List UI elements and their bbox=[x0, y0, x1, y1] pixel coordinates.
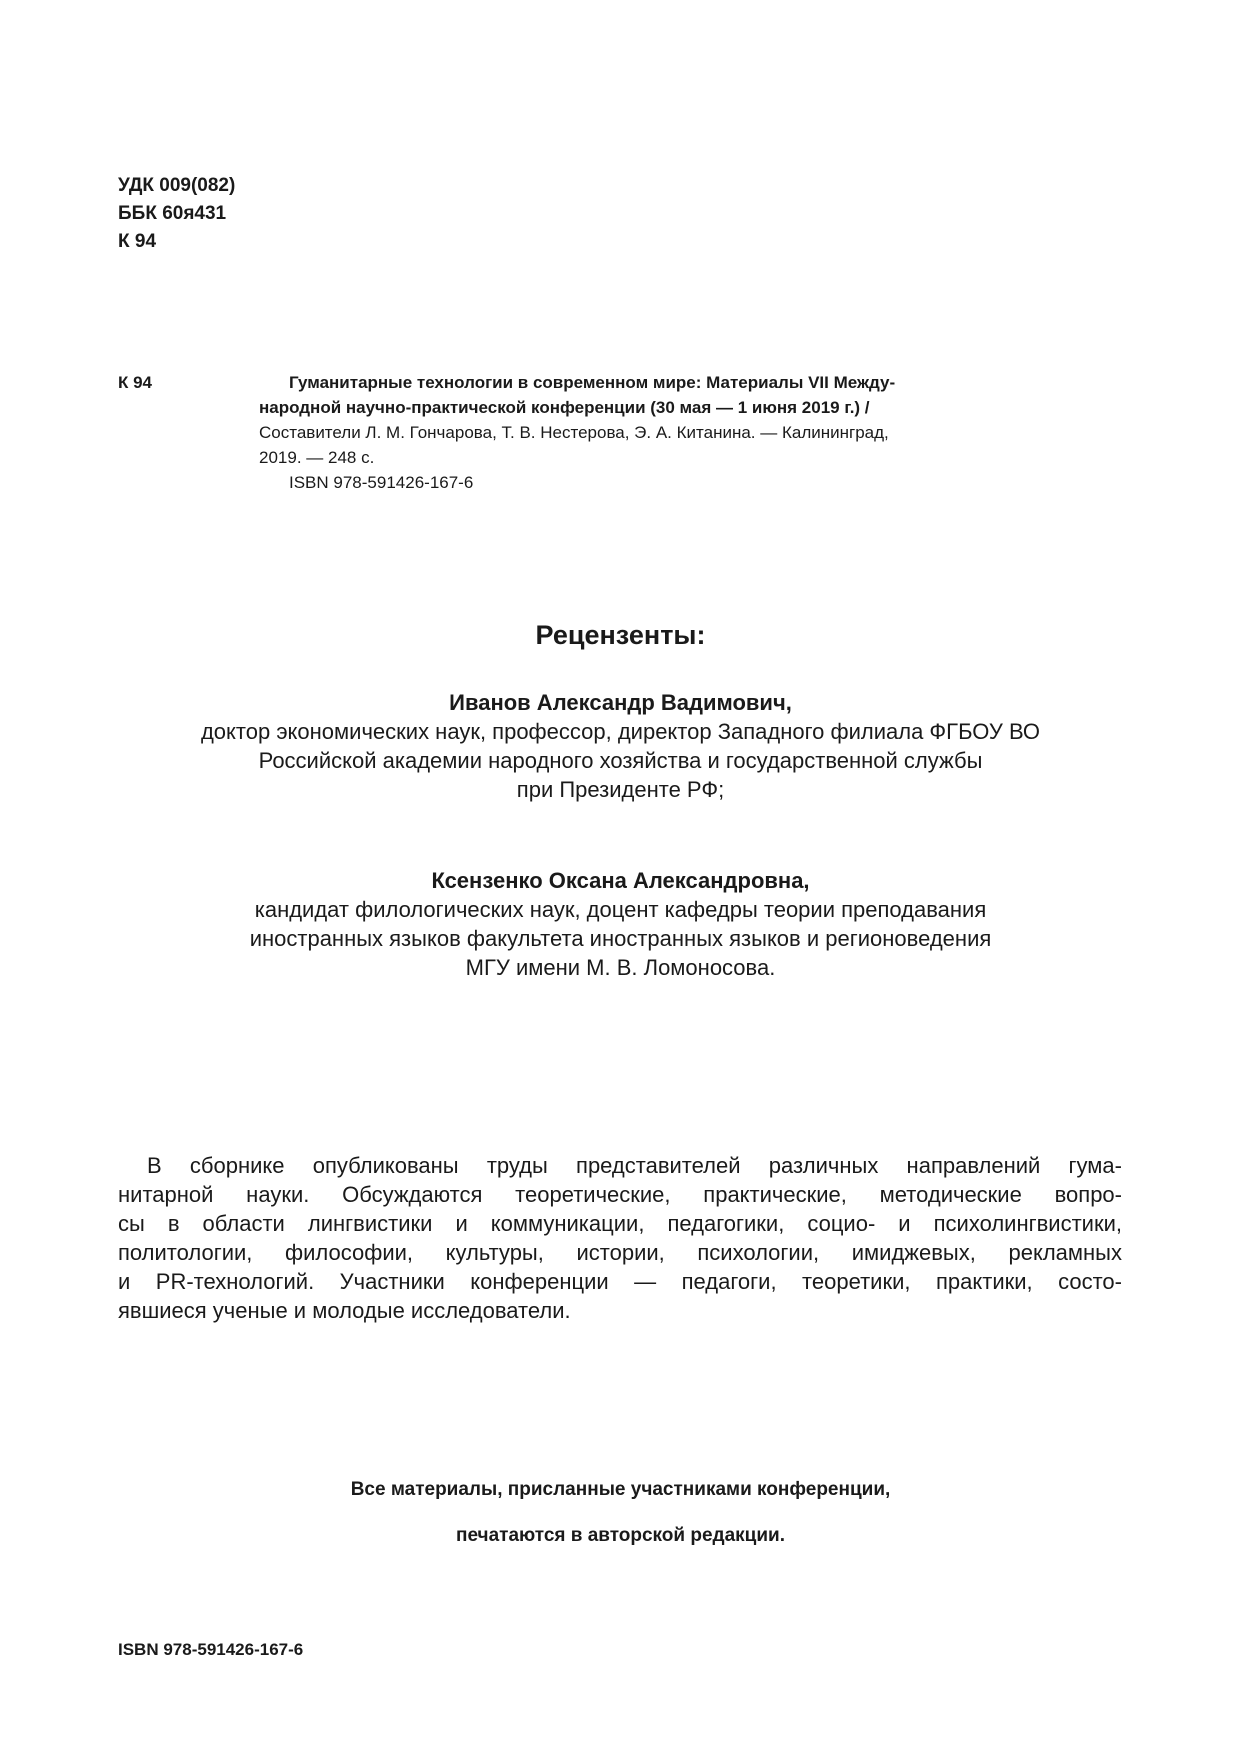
editorial-note-line-2: печатаются в авторской редакции. bbox=[455, 1525, 786, 1546]
editorial-note-line-1: Все материалы, присланные участниками конференции, bbox=[350, 1479, 891, 1500]
catalog-record bbox=[259, 370, 959, 495]
catalog-isbn: ISBN 978-591426-167-6 bbox=[289, 473, 474, 492]
annotation-line-4: политологии, философии, культуры, истории, психологии, имиджевых, рекламных bbox=[118, 1240, 1122, 1265]
reviewer-2-line-2: иностранных языков факультета иностранных языков и регионоведения bbox=[249, 926, 992, 951]
annotation-line-1: В сборнике опубликованы труды представителей различных направлений гума- bbox=[147, 1153, 1122, 1178]
annotation bbox=[118, 1151, 1122, 1325]
bbk-code: ББК 60я431 bbox=[118, 203, 227, 224]
reviewer-1-name: Иванов Александр Вадимович, bbox=[449, 690, 792, 715]
catalog-compilers-line-2: 2019. — 248 с. bbox=[259, 448, 375, 467]
catalog-title-line-1: Гуманитарные технологии в современном мире: Материалы VII Между- bbox=[289, 373, 896, 392]
annotation-line-6: явшиеся ученые и молодые исследователи. bbox=[118, 1298, 571, 1323]
reviewer-1-line-1: доктор экономических наук, профессор, директор Западного филиала ФГБОУ ВО bbox=[200, 719, 1041, 744]
catalog-compilers-line-1: Составители Л. М. Гончарова, Т. В. Нестерова, Э. А. Китанина. — Калининград, bbox=[259, 423, 889, 442]
reviewer-2-line-3: МГУ имени М. В. Ломоносова. bbox=[465, 955, 776, 980]
reviewer-1 bbox=[0, 688, 1241, 804]
annotation-line-2: нитарной науки. Обсуждаются теоретические, практические, методические вопро- bbox=[118, 1182, 1122, 1207]
classification-codes bbox=[118, 172, 235, 256]
reviewers-heading: Рецензенты: bbox=[535, 620, 706, 650]
reviewer-1-line-3: при Президенте РФ; bbox=[516, 777, 725, 802]
udk-code: УДК 009(082) bbox=[118, 175, 236, 196]
author-mark: К 94 bbox=[118, 231, 157, 252]
annotation-line-5: и PR-технологий. Участники конференции — педагоги, теоретики, практики, состо- bbox=[118, 1269, 1122, 1294]
reviewer-1-line-2: Российской академии народного хозяйства и государственной службы bbox=[258, 748, 983, 773]
reviewer-2-line-1: кандидат филологических наук, доцент кафедры теории преподавания bbox=[254, 897, 987, 922]
catalog-title-line-2: народной научно-практической конференции (30 мая — 1 июня 2019 г.) / bbox=[259, 398, 870, 417]
annotation-line-3: сы в области лингвистики и коммуникации, педагогики, социо- и психолингвистики, bbox=[118, 1211, 1122, 1236]
reviewer-2 bbox=[0, 866, 1241, 982]
reviewer-2-name: Ксензенко Оксана Александровна, bbox=[431, 868, 810, 893]
catalog-index: К 94 bbox=[118, 373, 153, 392]
footer-isbn: ISBN 978-591426-167-6 bbox=[118, 1640, 304, 1659]
